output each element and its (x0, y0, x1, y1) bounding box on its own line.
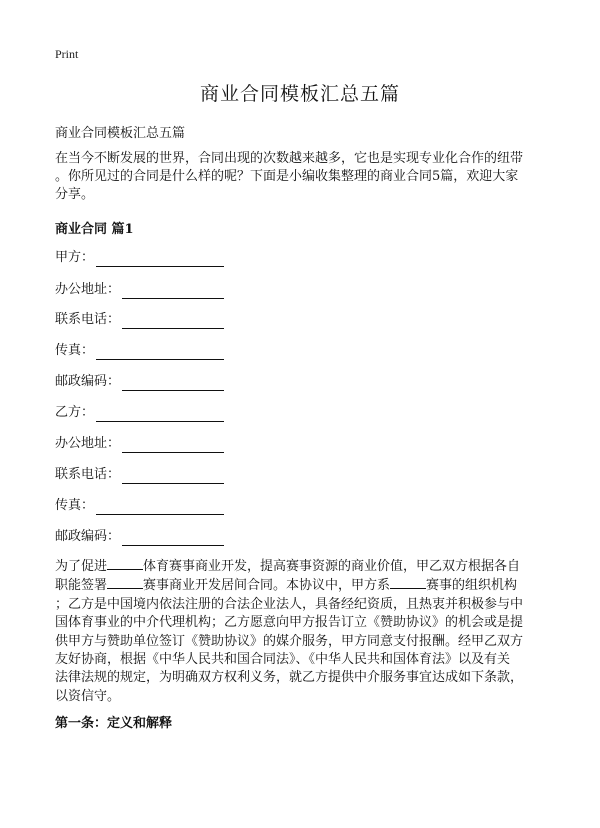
intro-paragraph (55, 150, 551, 204)
body-line: 以资信守。 (55, 688, 121, 704)
party-b-name-field (55, 404, 224, 422)
field-label: 联系电话： (55, 312, 121, 327)
contract-preamble (55, 557, 555, 706)
party-a-fax-field (55, 342, 224, 360)
field-label: 传真： (55, 498, 95, 513)
blank-line (122, 469, 224, 484)
field-label: 传真： (55, 343, 95, 358)
body-line: 国体育事业的中介代理机构；乙方愿意向甲方报告订立《赞助协议》的机会或是提 (55, 615, 524, 631)
body-line (55, 576, 555, 595)
body-text: 职能签署 (55, 578, 108, 594)
field-label: 邮政编码： (55, 529, 121, 544)
field-label: 联系电话： (55, 467, 121, 482)
body-line: ；乙方是中国境内依法注册的合法企业法人，具备经纪资质，且热衷并积极参与中 (55, 596, 524, 612)
field-label: 甲方： (55, 250, 95, 265)
document-subtitle: 商业合同模板汇总五篇 (55, 126, 186, 141)
body-text: 赛事的组织机构 (426, 578, 518, 594)
field-label: 邮政编码： (55, 374, 121, 389)
party-b-fax-field (55, 497, 224, 515)
field-label: 乙方： (55, 405, 95, 420)
body-line (55, 557, 555, 576)
intro-line: 在当今不断发展的世界，合同出现的次数越来越多，它也是实现专业化合作的纽带 (55, 151, 524, 166)
blank-line (122, 314, 224, 329)
blank-line (122, 531, 224, 546)
print-label: Print (55, 47, 79, 61)
party-a-name-field (55, 249, 224, 267)
blank-line (96, 407, 224, 422)
blank-line (122, 376, 224, 391)
body-text: 体育赛事商业开发，提高赛事资源的商业价值，甲乙双方根据各自 (143, 559, 521, 574)
intro-line: 分享。 (55, 187, 95, 202)
blank-line (122, 284, 224, 299)
blank-line (96, 345, 224, 360)
party-a-postcode-field (55, 373, 224, 391)
field-label: 办公地址： (55, 282, 121, 297)
blank-line (390, 576, 426, 589)
body-line: 供甲方与赞助单位签订《赞助协议》的媒介服务，甲方同意支付报酬。经甲乙双方 (55, 633, 524, 649)
party-b-phone-field (55, 466, 224, 484)
section-heading-1: 商业合同 篇1 (55, 222, 134, 237)
party-a-phone-field (55, 311, 224, 329)
blank-line (107, 557, 143, 570)
body-line: 法律法规的规定，为明确双方权利义务，就乙方提供中介服务事宜达成如下条款， (55, 670, 524, 686)
body-text: 为了促进 (55, 559, 108, 574)
body-text: 赛事商业开发居间合同。本协议中，甲方系 (143, 578, 391, 594)
party-b-postcode-field (55, 528, 224, 546)
blank-line (107, 576, 143, 589)
body-line: 友好协商，根据《中华人民共和国合同法》、《中华人民共和国体育法》以及有关 (55, 652, 511, 668)
document-title: 商业合同模板汇总五篇 (199, 83, 400, 105)
blank-line (122, 438, 224, 453)
blank-line (96, 252, 224, 267)
party-b-address-field (55, 435, 224, 453)
field-label: 办公地址： (55, 436, 121, 451)
blank-line (96, 500, 224, 515)
article-1-heading: 第一条：定义和解释 (55, 716, 173, 731)
party-a-address-field (55, 281, 224, 299)
intro-line: 。你所见过的合同是什么样的呢？下面是小编收集整理的商业合同5篇，欢迎大家 (55, 169, 519, 184)
